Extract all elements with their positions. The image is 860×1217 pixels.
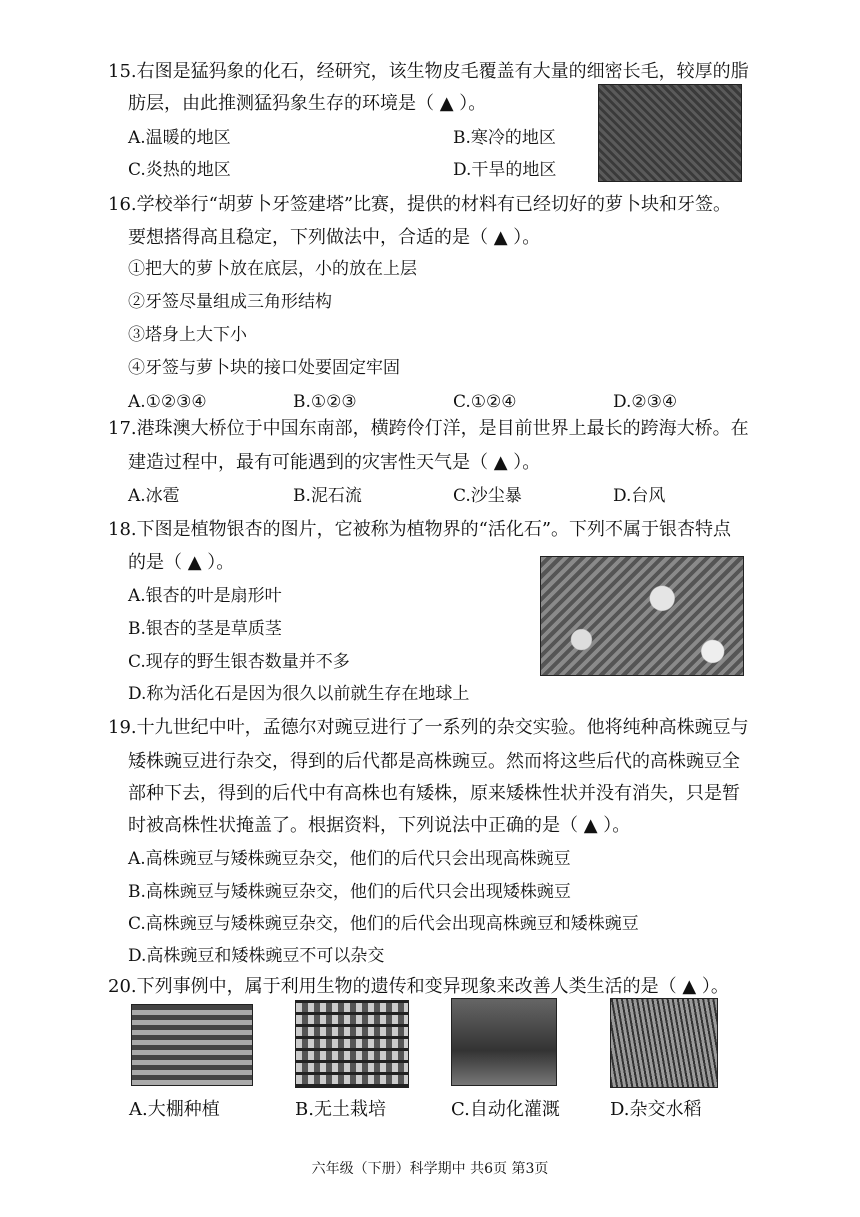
q20-option-b: B.无土栽培 (295, 1099, 386, 1120)
q16-option-d: D.②③④ (613, 392, 678, 412)
q20-option-a: A.大棚种植 (129, 1099, 220, 1120)
q16-item-1: ①把大的萝卜放在底层，小的放在上层 (128, 259, 417, 279)
q19-option-d: D.高株豌豆和矮株豌豆不可以杂交 (128, 946, 385, 966)
q16-item-3: ③塔身上大下小 (128, 325, 247, 345)
soilless-cultivation-photo (295, 1000, 409, 1088)
q15-option-d: D.干旱的地区 (453, 160, 557, 180)
q17-stem-line1: 17.港珠澳大桥位于中国东南部，横跨伶仃洋，是目前世界上最长的跨海大桥。在 (108, 418, 749, 439)
q20-option-d: D.杂交水稻 (610, 1099, 702, 1120)
q19-option-c: C.高株豌豆与矮株豌豆杂交，他们的后代会出现高株豌豆和矮株豌豆 (128, 914, 639, 934)
q19-option-b: B.高株豌豆与矮株豌豆杂交，他们的后代只会出现矮株豌豆 (128, 882, 571, 902)
q20-stem-line1: 20.下列事例中，属于利用生物的遗传和变异现象来改善人类生活的是（ ▲ ）。 (108, 976, 729, 997)
q15-stem-line2: 肪层，由此推测猛犸象生存的环境是（ ▲ ）。 (128, 93, 487, 114)
mammoth-fossil-photo (598, 84, 742, 182)
q19-stem-line1: 19.十九世纪中叶，孟德尔对豌豆进行了一系列的杂交实验。他将纯种高株豌豆与 (108, 717, 749, 738)
q16-option-c: C.①②④ (453, 392, 517, 412)
automatic-irrigation-photo (451, 998, 557, 1086)
q17-option-d: D.台风 (613, 486, 666, 506)
q19-stem-line3: 部种下去，得到的后代中有高株也有矮株，原来矮株性状并没有消失，只是暂 (128, 783, 740, 804)
q15-option-a: A.温暖的地区 (128, 128, 231, 148)
q17-option-c: C.沙尘暴 (453, 486, 522, 506)
q18-option-b: B.银杏的茎是草质茎 (128, 619, 282, 639)
ginkgo-photo (540, 556, 744, 676)
q19-option-a: A.高株豌豆与矮株豌豆杂交，他们的后代只会出现高株豌豆 (128, 849, 571, 869)
q16-item-2: ②牙签尽量组成三角形结构 (128, 292, 332, 312)
q17-option-b: B.泥石流 (293, 486, 362, 506)
q19-stem-line4: 时被高株性状掩盖了。根据资料，下列说法中正确的是（ ▲ ）。 (128, 815, 631, 836)
q18-option-a: A.银杏的叶是扇形叶 (128, 586, 282, 606)
q15-stem-line1: 15.右图是猛犸象的化石，经研究，该生物皮毛覆盖有大量的细密长毛，较厚的脂 (108, 61, 749, 82)
q15-option-c: C.炎热的地区 (128, 160, 231, 180)
q18-stem-line2: 的是（ ▲ ）。 (128, 552, 235, 573)
q17-option-a: A.冰雹 (128, 486, 180, 506)
q16-option-b: B.①②③ (293, 392, 357, 412)
q20-option-c: C.自动化灌溉 (451, 1099, 560, 1120)
q16-item-4: ④牙签与萝卜块的接口处要固定牢固 (128, 358, 400, 378)
hybrid-rice-photo (610, 998, 718, 1088)
greenhouse-photo (131, 1004, 253, 1086)
q19-stem-line2: 矮株豌豆进行杂交，得到的后代都是高株豌豆。然而将这些后代的高株豌豆全 (128, 751, 740, 772)
q18-option-c: C.现存的野生银杏数量并不多 (128, 652, 350, 672)
q16-option-a: A.①②③④ (128, 392, 207, 412)
q18-option-d: D.称为活化石是因为很久以前就生存在地球上 (128, 684, 470, 704)
q15-option-b: B.寒冷的地区 (453, 128, 556, 148)
q16-stem-line2: 要想搭得高且稳定，下列做法中，合适的是（ ▲ ）。 (128, 227, 541, 248)
q18-stem-line1: 18.下图是植物银杏的图片，它被称为植物界的“活化石”。下列不属于银杏特点 (108, 519, 732, 540)
q17-stem-line2: 建造过程中，最有可能遇到的灾害性天气是（ ▲ ）。 (128, 452, 541, 473)
page-footer: 六年级（下册）科学期中 共6页 第3页 (311, 1161, 549, 1177)
q16-stem-line1: 16.学校举行“胡萝卜牙签建塔”比赛，提供的材料有已经切好的萝卜块和牙签。 (108, 194, 732, 215)
